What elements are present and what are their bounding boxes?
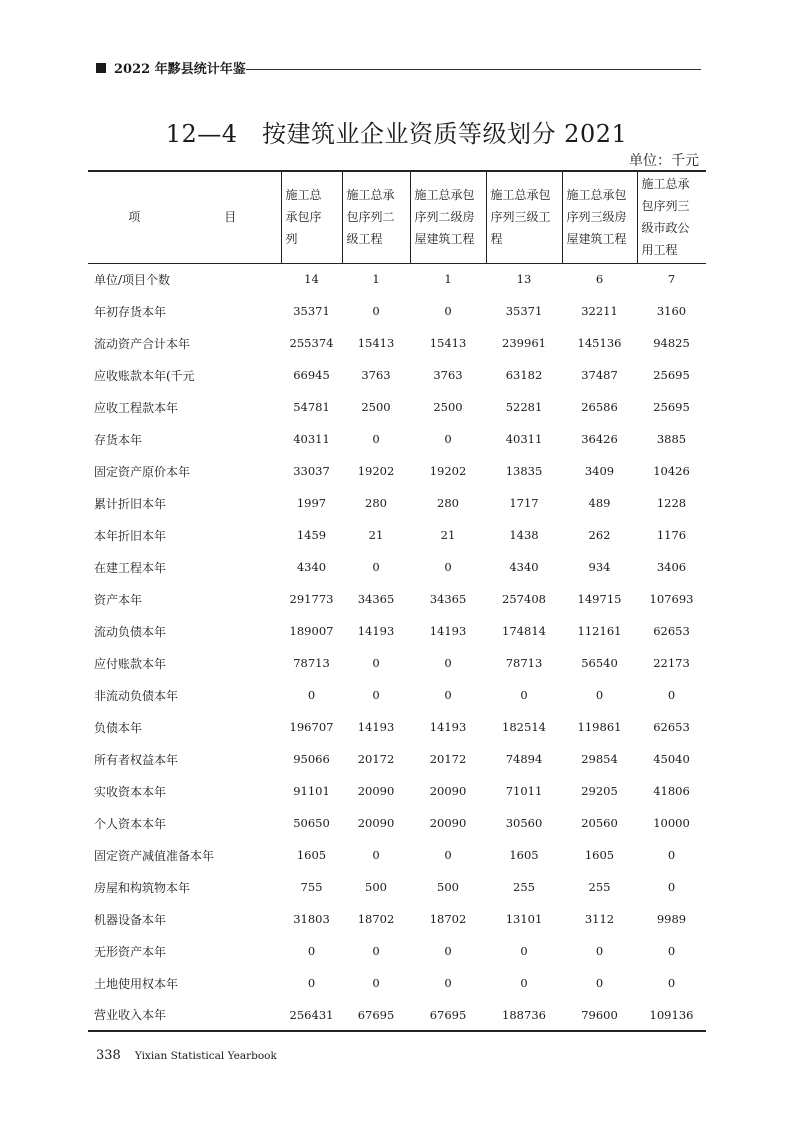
table-cell: 0 <box>595 944 604 958</box>
table-cell: 1997 <box>296 496 327 510</box>
table-cell: 7 <box>667 272 676 287</box>
table-cell: 0 <box>372 688 380 702</box>
table-cell: 71011 <box>505 784 543 798</box>
column-header-line: 屋建筑工程 <box>414 232 475 247</box>
table-cell: 18702 <box>429 912 467 926</box>
table-row <box>88 679 706 711</box>
table-cell: 0 <box>372 656 380 670</box>
table-cell: 1176 <box>656 528 687 542</box>
table-cell: 3409 <box>584 464 615 478</box>
table-cell: 0 <box>667 976 676 990</box>
row-label: 个人资本本年 <box>94 816 167 831</box>
table-cell: 14193 <box>357 624 395 638</box>
table-cell: 35371 <box>293 304 330 318</box>
table-cell: 280 <box>437 496 459 510</box>
table-row <box>88 647 706 679</box>
table-cell: 107693 <box>649 592 694 606</box>
table-row <box>88 935 706 967</box>
table-cell: 40311 <box>293 432 330 446</box>
table-cell: 4340 <box>296 560 327 574</box>
table-cell: 0 <box>372 560 380 574</box>
table-cell: 1605 <box>584 848 615 862</box>
table-cell: 37487 <box>581 368 618 382</box>
table-cell: 19202 <box>357 464 395 478</box>
table-row <box>88 711 706 743</box>
table-cell: 0 <box>307 976 316 990</box>
table-cell: 0 <box>372 944 380 958</box>
table-row <box>88 583 706 615</box>
table-cell: 78713 <box>505 656 543 670</box>
table-cell: 3160 <box>656 304 687 318</box>
row-label: 负债本年 <box>94 720 143 735</box>
table-cell: 0 <box>595 688 604 702</box>
table-cell: 63182 <box>505 368 543 382</box>
column-header <box>410 171 486 263</box>
table-cell: 1717 <box>509 496 539 510</box>
table-cell: 934 <box>588 560 611 574</box>
table-row <box>88 519 706 551</box>
table-cell: 109136 <box>637 999 706 1031</box>
column-header-line: 序列二级房 <box>414 210 475 225</box>
table-row <box>88 967 706 999</box>
table-cell: 74894 <box>505 752 543 766</box>
table-cell: 1 <box>444 272 452 287</box>
table-cell: 26586 <box>581 400 618 414</box>
row-label: 单位/项目个数 <box>94 272 171 287</box>
table-row <box>88 423 706 455</box>
table-cell: 0 <box>520 944 528 958</box>
table-cell: 29205 <box>581 784 618 798</box>
table-cell: 0 <box>667 688 676 702</box>
table-cell: 20090 <box>357 784 395 798</box>
table-cell: 291773 <box>289 592 334 606</box>
page-number: 338 <box>96 1048 121 1063</box>
table-cell: 36426 <box>581 432 618 446</box>
table-cell: 0 <box>667 944 676 958</box>
table-cell: 56540 <box>581 656 618 670</box>
yearbook-header-title: 2022 年黟县统计年鉴 <box>114 62 246 77</box>
table-cell: 30560 <box>505 816 543 830</box>
table-row <box>88 487 706 519</box>
table-header-row <box>88 171 706 263</box>
column-header-line: 施工总承包 <box>414 188 475 203</box>
table-cell: 15413 <box>429 336 467 350</box>
table-row <box>88 871 706 903</box>
row-label: 机器设备本年 <box>94 912 167 927</box>
table-cell: 14193 <box>429 720 467 734</box>
table-row <box>88 999 706 1031</box>
table-cell: 149715 <box>577 592 622 606</box>
table-cell: 145136 <box>577 336 622 350</box>
table-cell: 91101 <box>293 784 330 798</box>
table-row <box>88 455 706 487</box>
table-cell: 3112 <box>584 912 615 926</box>
table-cell: 3885 <box>656 432 687 446</box>
row-label: 非流动负债本年 <box>94 688 179 703</box>
row-label: 固定资产减值准备本年 <box>94 848 215 863</box>
table-cell: 54781 <box>293 400 330 414</box>
table-cell: 0 <box>444 944 452 958</box>
row-label: 存货本年 <box>94 432 143 447</box>
table-cell: 21 <box>368 528 384 542</box>
table-cell: 0 <box>307 688 316 702</box>
table-cell: 1 <box>372 272 380 287</box>
table-row <box>88 391 706 423</box>
table-cell: 0 <box>667 880 676 894</box>
table-cell: 189007 <box>289 624 334 638</box>
table-cell: 3406 <box>656 560 687 574</box>
column-header-line: 级市政公 <box>641 221 690 236</box>
row-label: 固定资产原价本年 <box>94 464 191 479</box>
column-header-line: 施工总承包 <box>566 188 627 203</box>
table-row <box>88 743 706 775</box>
table-cell: 13101 <box>505 912 543 926</box>
column-header-line: 施工总承 <box>641 177 690 192</box>
column-header <box>342 171 410 263</box>
table-cell: 280 <box>365 496 387 510</box>
table-cell: 18702 <box>357 912 395 926</box>
table-row <box>88 903 706 935</box>
table-cell: 255374 <box>289 336 334 350</box>
column-header <box>486 171 562 263</box>
column-header-line: 施工总承包 <box>490 188 551 203</box>
table-cell: 3763 <box>361 368 391 382</box>
row-label: 年初存货本年 <box>94 304 167 319</box>
column-header <box>562 171 637 263</box>
table-cell: 33037 <box>293 464 330 478</box>
row-label: 累计折旧本年 <box>94 496 167 511</box>
table-cell: 79600 <box>562 999 637 1031</box>
table-cell: 0 <box>372 848 380 862</box>
table-cell: 255 <box>513 880 535 894</box>
table-cell: 62653 <box>653 720 690 734</box>
table-cell: 41806 <box>653 784 690 798</box>
corner-header: 项 目 <box>88 171 281 263</box>
column-header-line: 程 <box>490 232 503 247</box>
table-cell: 35371 <box>505 304 543 318</box>
table-cell: 174814 <box>502 624 546 638</box>
table-cell: 14 <box>304 272 319 287</box>
table-cell: 52281 <box>505 400 543 414</box>
table-cell: 67695 <box>410 999 486 1031</box>
table-row <box>88 327 706 359</box>
table-row <box>88 839 706 871</box>
column-header-line: 承包序 <box>285 210 322 225</box>
row-label: 流动资产合计本年 <box>94 336 191 351</box>
column-header-line: 施工总 <box>285 188 322 203</box>
table-row <box>88 775 706 807</box>
column-header <box>281 171 342 263</box>
column-header-line: 包序列三 <box>641 199 690 214</box>
table-cell: 755 <box>300 880 323 894</box>
table-cell: 0 <box>667 848 676 862</box>
table-cell: 9989 <box>656 912 687 926</box>
table-cell: 22173 <box>653 656 690 670</box>
row-label: 应付账款本年 <box>94 656 167 671</box>
table-cell: 20090 <box>357 816 395 830</box>
table-cell: 1438 <box>509 528 539 542</box>
table-cell: 20560 <box>581 816 618 830</box>
table-cell: 119861 <box>577 720 622 734</box>
table-cell: 19202 <box>429 464 467 478</box>
column-header-line: 用工程 <box>641 243 678 258</box>
column-header-line: 级工程 <box>346 232 383 247</box>
yearbook-english-name: Yixian Statistical Yearbook <box>134 1050 277 1062</box>
table-cell: 0 <box>372 304 380 318</box>
column-header-line: 施工总承 <box>346 188 395 203</box>
table-cell: 3763 <box>433 368 463 382</box>
column-header <box>637 171 706 263</box>
row-label: 实收资本本年 <box>94 784 167 799</box>
table-row <box>88 263 706 295</box>
column-header-line: 列 <box>285 232 298 247</box>
page-footer <box>96 1048 277 1063</box>
table-cell: 182514 <box>502 720 546 734</box>
table-cell: 34365 <box>429 592 467 606</box>
table-cell: 0 <box>444 976 452 990</box>
table-cell: 25695 <box>653 400 690 414</box>
table-cell: 20090 <box>429 784 467 798</box>
table-cell: 262 <box>588 528 611 542</box>
row-label: 应收账款本年(千元 <box>94 368 195 383</box>
table-cell: 78713 <box>293 656 330 670</box>
column-header-line: 序列三级工 <box>490 210 551 225</box>
table-row <box>88 295 706 327</box>
table-cell: 45040 <box>653 752 690 766</box>
table-cell: 1228 <box>656 496 687 510</box>
table-cell: 6 <box>595 272 604 287</box>
table-cell: 0 <box>444 560 452 574</box>
table-cell: 13 <box>516 272 532 287</box>
table-cell: 14193 <box>429 624 467 638</box>
table-cell: 0 <box>444 432 452 446</box>
square-bullet-icon <box>96 63 106 73</box>
table-cell: 188736 <box>486 999 562 1031</box>
table-cell: 0 <box>372 432 380 446</box>
table-row <box>88 359 706 391</box>
table-cell: 256431 <box>281 999 342 1031</box>
column-header-line: 包序列二 <box>346 210 395 225</box>
table-cell: 0 <box>444 848 452 862</box>
table-cell: 14193 <box>357 720 395 734</box>
table-cell: 94825 <box>653 336 690 350</box>
table-cell: 95066 <box>293 752 330 766</box>
table-cell: 196707 <box>289 720 334 734</box>
table-cell: 32211 <box>581 304 618 318</box>
table-cell: 10426 <box>653 464 690 478</box>
table-cell: 34365 <box>357 592 395 606</box>
table-cell: 1605 <box>296 848 327 862</box>
table-cell: 500 <box>437 880 459 894</box>
column-header-line: 屋建筑工程 <box>566 232 627 247</box>
table-cell: 1605 <box>509 848 539 862</box>
table-cell: 0 <box>307 944 316 958</box>
row-label: 无形资产本年 <box>94 944 167 959</box>
table-cell: 20172 <box>429 752 467 766</box>
table-cell: 20090 <box>429 816 467 830</box>
table-cell: 62653 <box>653 624 690 638</box>
table-cell: 112161 <box>577 624 622 638</box>
table-cell: 13835 <box>505 464 543 478</box>
table-row <box>88 551 706 583</box>
table-cell: 2500 <box>361 400 391 414</box>
table-cell: 67695 <box>342 999 410 1031</box>
header-rule <box>246 69 701 70</box>
table-cell: 0 <box>520 976 528 990</box>
table-cell: 10000 <box>653 816 690 830</box>
table-cell: 2500 <box>433 400 463 414</box>
table-body <box>88 263 706 1031</box>
data-table <box>88 170 706 1032</box>
row-label: 应收工程款本年 <box>94 400 179 415</box>
table-cell: 255 <box>588 880 611 894</box>
row-label: 房屋和构筑物本年 <box>94 880 191 895</box>
row-label: 营业收入本年 <box>88 999 281 1031</box>
table-cell: 40311 <box>505 432 543 446</box>
row-label: 本年折旧本年 <box>94 528 167 543</box>
table-cell: 1459 <box>296 528 327 542</box>
table-cell: 0 <box>595 976 604 990</box>
table-cell: 31803 <box>293 912 330 926</box>
table-cell: 257408 <box>502 592 546 606</box>
table-cell: 500 <box>365 880 387 894</box>
row-label: 所有者权益本年 <box>94 752 179 767</box>
table-row <box>88 807 706 839</box>
table-title: 12—4 按建筑业企业资质等级划分 2021 <box>165 120 628 148</box>
table-cell: 489 <box>588 496 611 510</box>
row-label: 土地使用权本年 <box>94 976 179 991</box>
row-label: 在建工程本年 <box>94 560 167 575</box>
table-cell: 20172 <box>357 752 395 766</box>
table-cell: 66945 <box>293 368 330 382</box>
row-label: 资产本年 <box>94 592 143 607</box>
table-cell: 29854 <box>581 752 618 766</box>
table-cell: 4340 <box>509 560 539 574</box>
table-cell: 50650 <box>293 816 330 830</box>
table-cell: 25695 <box>653 368 690 382</box>
table-cell: 239961 <box>502 336 546 350</box>
table-cell: 0 <box>444 304 452 318</box>
running-header <box>96 58 246 77</box>
table-row <box>88 615 706 647</box>
table-cell: 0 <box>372 976 380 990</box>
table-cell: 0 <box>444 688 452 702</box>
table-cell: 0 <box>520 688 528 702</box>
table-cell: 0 <box>444 656 452 670</box>
row-label: 流动负债本年 <box>94 624 167 639</box>
unit-label: 单位：千元 <box>629 153 699 169</box>
column-header-line: 序列三级房 <box>566 210 627 225</box>
table-cell: 15413 <box>357 336 395 350</box>
table-cell: 21 <box>440 528 456 542</box>
